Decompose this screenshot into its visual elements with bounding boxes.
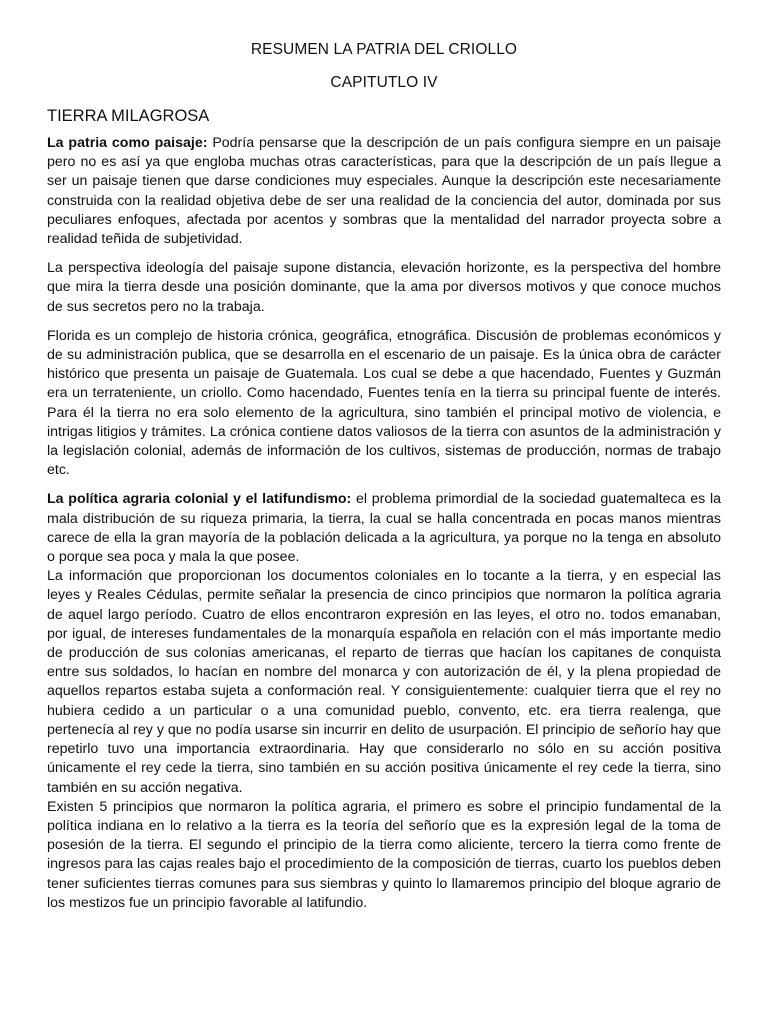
paragraph-text: Podría pensarse que la descripción de un país configura siempre en un paisaje pero no es así ya que engloba muchas otras características, para que la descripción de un país llegue a ser un paisaje tienen que darse condiciones muy especiales. Aunque la descripción este necesariamente construida con la realidad objetiva debe de ser una realidad de la conciencia del autor, dominada por sus peculiares enfoques, afectada por acentos y sombras que la mentalidad del narrador proyecta sobre a realidad teñida de subjetividad. <box>47 135 721 248</box>
document-page <box>47 40 721 913</box>
paragraph-lead: La política agraria colonial y el latifundismo: <box>47 491 352 508</box>
paragraph-text: Existen 5 principios que normaron la política agraria, el primero es sobre el principio fundamental de la política indiana en lo relativo a la tierra es la teoría del señorío que es la expresión legal de la toma de posesión de la tierra. El segundo el principio de la tierra como aliciente, tercero la tierra como frente de ingresos para las cajas reales bajo el procedimiento de la composición de tierras, cuarto los pueblos deben tener suficientes tierras comunes para sus siembras y quinto lo llamaremos principio del bloque agrario de los mestizos fue un principio favorable al latifundio. <box>47 798 721 911</box>
paragraph-text: La información que proporcionan los documentos coloniales en lo tocante a la tierra, y en especial las leyes y Reales Cédulas, permite señalar la presencia de cinco principios que normaron la política agraria de aquel largo período. Cuatro de ellos encontraron expresión en las leyes, el otro no. todos emanaban, por igual, de intereses fundamentales de la monarquía española en relación con el más importante medio de producción de sus colonias americanas, el reparto de tierras que hacían los capitanes de conquista entre sus soldados, lo hacían en nombre del monarca y con autorización de él, y la plena propiedad de aquellos repartos estaba sujeta a conformación real. Y consiguientemente: cualquier tierra que el rey no hubiera cedido a un particular o a una comunidad pueblo, convento, etc. era tierra realenga, que pertenecía al rey y que no podía usarse sin incurrir en delito de usurpación. El principio de señorío hay que repetirlo tuvo una importancia extraordinaria. Hay que considerarlo no sólo en su acción positiva únicamente el rey cede la tierra, sino también en su acción positiva únicamente el rey cede la tierra, sino también en su acción negativa. <box>47 568 721 796</box>
paragraph-florida <box>47 327 721 481</box>
paragraph-text: el problema primordial de la sociedad guatemalteca es la mala distribución de su riqueza primaria, la tierra, la cual se halla concentrada en pocas manos mientras carece de ella la gran mayoría de la población delicada a la agricultura, ya porque no la tenga en absoluto o porque sea poca y mala la que posee. <box>47 491 721 566</box>
document-title: RESUMEN LA PATRIA DEL CRIOLLO <box>250 41 518 58</box>
paragraph-informacion <box>47 567 721 797</box>
paragraph-perspectiva <box>47 259 721 317</box>
paragraph-cinco-principios <box>47 798 721 913</box>
paragraph-patria-paisaje <box>47 134 721 249</box>
section-heading: TIERRA MILAGROSA <box>47 107 210 125</box>
paragraph-text: Florida es un complejo de historia crónica, geográfica, etnográfica. Discusión de problemas económicos y de su administración publica, que se desarrolla en el escenario de un paisaje. Es la única obra de carácter histórico que presenta un paisaje de Guatemala. Los cual se debe a que hacendado, Fuentes y Guzmán era un terrateniente, un criollo. Como hacendado, Fuentes tenía en la tierra su principal fuente de interés. Para él la tierra no era solo elemento de la agricultura, sino también el principal motivo de violencia, e intrigas litigios y trámites. La crónica contiene datos valiosos de la tierra con asuntos de la administración y la legislación colonial, además de información de los cultivos, sistemas de producción, normas de trabajo etc. <box>47 327 721 479</box>
paragraph-lead: La patria como paisaje: <box>47 135 208 151</box>
paragraph-text: La perspectiva ideología del paisaje supone distancia, elevación horizonte, es la perspectiva del hombre que mira la tierra desde una posición dominante, que la ama por diversos motivos y que conoce muchos de sus secretos pero no la trabaja. <box>47 260 721 315</box>
paragraph-politica-agraria <box>47 490 721 567</box>
chapter-heading: CAPITUTLO IV <box>330 74 438 91</box>
